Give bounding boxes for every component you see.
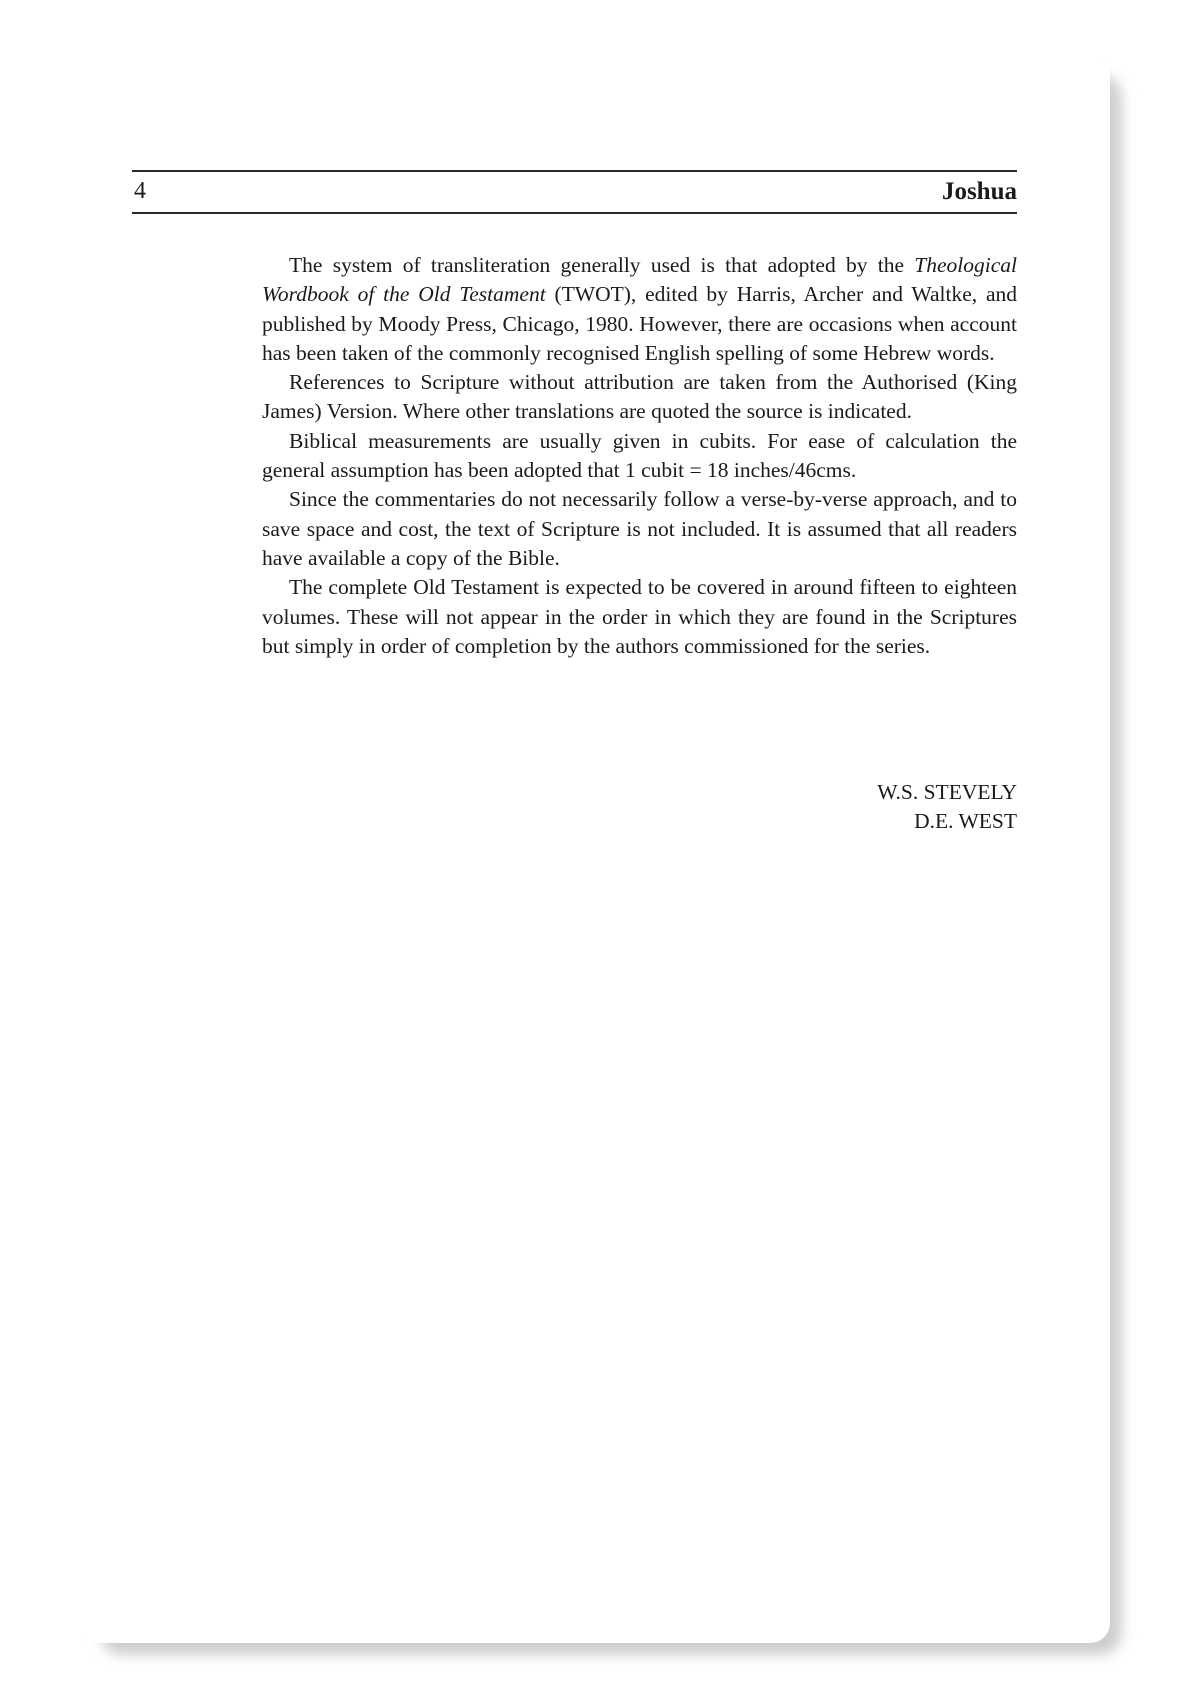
- paragraph-text: (TWOT), edited by Harris, Archer and Waltke, and published by Moody Press, Chicago, 1980. However, there are occasions when account has been taken of the commonly recognised English spelling of some Hebrew words.: [262, 282, 1017, 365]
- paragraph-transliteration: [262, 251, 1017, 368]
- book-title-italic: Theological Wordbook of the Old Testament: [262, 253, 1017, 307]
- signature-block: [877, 778, 1017, 836]
- document-page: [80, 58, 1110, 1643]
- paragraph-text: The system of transliteration generally used is that adopted by the: [289, 253, 915, 277]
- running-title: Joshua: [941, 178, 1017, 205]
- preface-body: [262, 251, 1017, 661]
- signature-west: D.E. WEST: [914, 809, 1017, 833]
- paragraph-measurements: Biblical measurements are usually given in cubits. For ease of calculation the general assumption has been adopted that 1 cubit = 18 inches/46cms.: [262, 428, 1017, 483]
- paragraph-references: References to Scripture without attribution are taken from the Authorised (King James) Version. Where other translations are quoted the source is indicated.: [262, 370, 1017, 424]
- running-header: [132, 170, 1017, 214]
- page-number: 4: [134, 178, 146, 204]
- paragraph-scripture-text: Since the commentaries do not necessarily follow a verse-by-verse approach, and to save space and cost, the text of Scripture is not included. It is assumed that all readers have available a copy of the Bible.: [262, 487, 1017, 570]
- paragraph-series-volumes: The complete Old Testament is expected to be covered in around fifteen to eighteen volumes. These will not appear in the order in which they are found in the Scriptures but simply in order of completion by the authors commissioned for the series.: [262, 575, 1017, 658]
- signature-stevely: W.S. STEVELY: [877, 780, 1017, 804]
